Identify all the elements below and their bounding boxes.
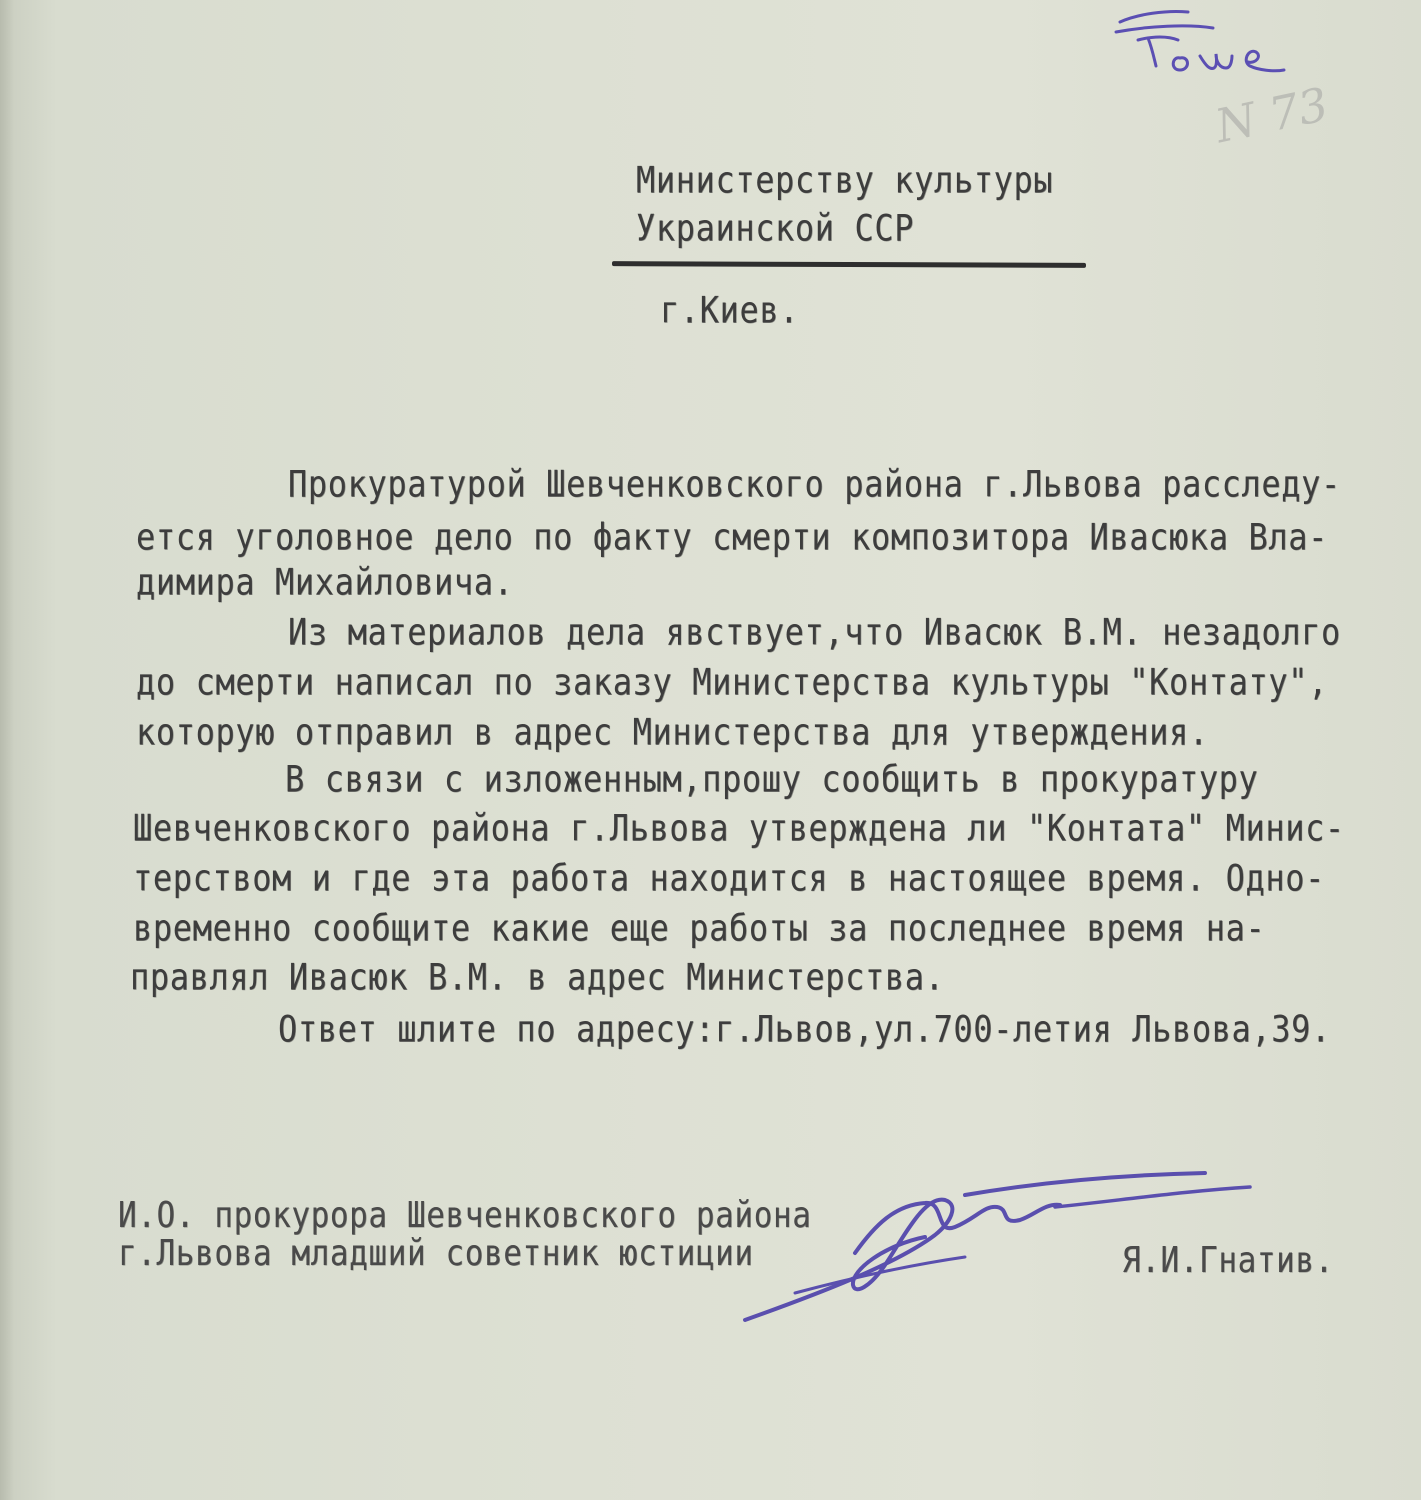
signer-name: Я.И.Гнатив. xyxy=(1122,1240,1334,1282)
body-line-6: которую отправил в адрес Министерства для утверждения. xyxy=(136,710,1209,754)
body-line-3: димира Михайловича. xyxy=(136,560,514,604)
body-line-5: до смерти написал по заказу Министерства культуры "Контату", xyxy=(136,660,1328,704)
body-line-8: Шевченковского района г.Львова утверждена ли "Контата" Минис- xyxy=(133,806,1345,850)
signature xyxy=(735,1165,1275,1335)
body-line-1: Прокуратурой Шевченковского района г.Львова расследу- xyxy=(288,462,1341,506)
recipient-city: г.Киев. xyxy=(660,288,800,332)
body-line-11: правлял Ивасюк В.М. в адрес Министерства. xyxy=(130,955,945,999)
page-edge-shadow xyxy=(0,0,14,1500)
body-line-2: ется уголовное дело по факту смерти композитора Ивасюка Вла- xyxy=(136,515,1328,559)
body-line-7: В связи с изложенным,прошу сообщить в прокуратуру xyxy=(285,757,1259,801)
recipient-line-1: Министерству культуры xyxy=(636,158,1054,202)
recipient-underline xyxy=(612,261,1086,268)
body-line-4: Из материалов дела явствует,что Ивасюк В.М. незадолго xyxy=(288,610,1341,654)
recipient-line-2: Украинской ССР xyxy=(636,206,915,250)
body-line-9: терством и где эта работа находится в настоящее время. Одно- xyxy=(133,856,1325,900)
body-line-12: Ответ шлите по адресу:г.Львов,ул.700-летия Львова,39. xyxy=(278,1007,1331,1051)
signer-title-line-1: И.О. прокурора Шевченковского района xyxy=(118,1195,812,1237)
handwritten-note xyxy=(1108,0,1298,80)
body-line-10: временно сообщите какие еще работы за последнее время на- xyxy=(133,906,1266,950)
pencil-number: N 73 xyxy=(1210,76,1333,154)
signer-title-line-2: г.Львова младший советник юстиции xyxy=(118,1233,754,1275)
